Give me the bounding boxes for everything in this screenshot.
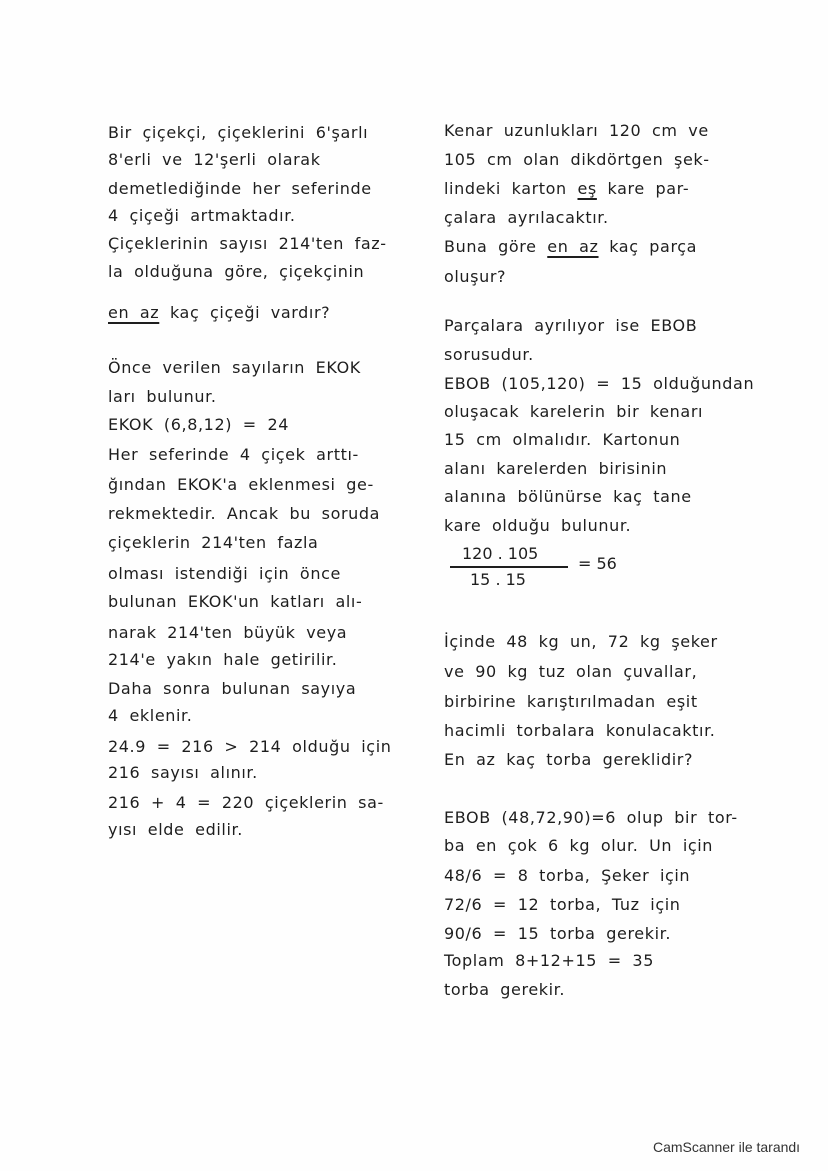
right-column-line [444,267,506,287]
text-segment: birbirine karıştırılmadan eşit [444,692,698,711]
right-column-line [444,951,654,971]
text-segment: ba en çok 6 kg olur. Un için [444,836,714,855]
right-column-line [444,662,697,682]
left-column-line [108,206,296,226]
left-column-line [108,358,361,378]
right-column-line [444,692,698,712]
left-column-line [108,564,341,584]
text-segment: kaç parça [598,237,698,256]
text-segment: ları bulunur. [108,387,217,406]
text-segment: EBOB (105,120) = 15 olduğundan [444,374,755,393]
left-column-line [108,303,330,323]
text-segment: yısı elde edilir. [108,820,243,839]
text-segment: 90/6 = 15 torba gerekir. [444,924,672,943]
text-segment: İçinde 48 kg un, 72 kg şeker [444,632,718,651]
right-column-line [444,487,692,507]
right-column-line [444,808,738,828]
text-segment: Her seferinde 4 çiçek arttı- [108,445,359,464]
fraction-bar [450,566,568,568]
left-column-line [108,415,289,435]
left-column-line [108,475,374,495]
left-column-line [108,592,362,612]
text-segment: demetlediğinde her seferinde [108,179,372,198]
text-segment: EBOB (48,72,90)=6 olup bir tor- [444,808,738,827]
right-column-line [444,150,710,170]
text-segment: ve 90 kg tuz olan çuvallar, [444,662,698,681]
text-segment: çiçeklerin 214'ten fazla [108,533,319,552]
right-column-line [444,402,703,422]
text-segment: Çiçeklerinin sayısı 214'ten faz- [108,234,387,253]
left-column-line [108,262,364,282]
underlined-text: eş [577,179,597,198]
text-segment: kare par- [596,179,690,198]
text-segment: 8'erli ve 12'şerli olarak [108,150,321,169]
text-segment: oluşur? [444,267,507,286]
text-segment: 4 çiçeği artmaktadır. [108,206,296,225]
left-column-line [108,504,380,524]
scanner-watermark: CamScanner ile tarandı [653,1139,801,1155]
fraction-result: = 56 [578,554,617,573]
text-segment: kaç çiçeği vardır? [159,303,331,322]
text-segment: 216 + 4 = 220 çiçeklerin sa- [108,793,384,812]
text-segment: torba gerekir. [444,980,566,999]
left-column-line [108,150,321,170]
right-column-line [444,237,697,257]
text-segment: 24.9 = 216 > 214 olduğu için [108,737,392,756]
left-column-line [108,234,387,254]
right-column-line [444,721,715,741]
right-column-line [444,345,534,365]
fraction-numerator: 120 . 105 [462,544,539,563]
right-column-line [444,208,609,228]
left-column-line [108,123,368,143]
text-segment: 72/6 = 12 torba, Tuz için [444,895,681,914]
right-column-line [444,516,631,536]
right-column-line [444,121,709,141]
text-segment: narak 214'ten büyük veya [108,623,348,642]
text-segment: ğından EKOK'a eklenmesi ge- [108,475,374,494]
text-segment: kare olduğu bulunur. [444,516,632,535]
right-column-line [444,924,671,944]
text-segment: bulunan EKOK'un katları alı- [108,592,363,611]
underlined-text: en az [108,303,160,322]
text-segment: Buna göre [444,237,548,256]
left-column-line [108,737,392,757]
text-segment: Kenar uzunlukları 120 cm ve [444,121,709,140]
left-column-line [108,445,359,465]
right-column-line [444,836,713,856]
left-column-line [108,679,356,699]
text-segment: 105 cm olan dikdörtgen şek- [444,150,710,169]
left-column-line [108,650,337,670]
right-column-line [444,374,754,394]
text-segment: 15 cm olmalıdır. Kartonun [444,430,681,449]
left-column-line [108,706,192,726]
text-segment: Parçalara ayrılıyor ise EBOB [444,316,698,335]
left-column-line [108,793,384,813]
right-column-line [444,179,689,199]
right-column-line [444,430,680,450]
fraction-denominator: 15 . 15 [470,570,526,589]
text-segment: En az kaç torba gereklidir? [444,750,694,769]
text-segment: sorusudur. [444,345,534,364]
left-column-line [108,179,372,199]
text-segment: 216 sayısı alınır. [108,763,258,782]
text-segment: Bir çiçekçi, çiçeklerini 6'şarlı [108,123,369,142]
text-segment: Önce verilen sayıların EKOK [108,358,361,377]
text-segment: hacimli torbalara konulacaktır. [444,721,716,740]
text-segment: 4 eklenir. [108,706,193,725]
right-column-line [444,895,681,915]
text-segment: alanına bölünürse kaç tane [444,487,692,506]
text-segment: oluşacak karelerin bir kenarı [444,402,704,421]
text-segment: olması istendiği için önce [108,564,341,583]
right-column-line [444,750,693,770]
right-column-line [444,459,667,479]
left-column-line [108,623,347,643]
text-segment: çalara ayrılacaktır. [444,208,609,227]
left-column-line [108,387,217,407]
left-column-line [108,533,318,553]
left-column-line [108,763,258,783]
text-segment: EKOK (6,8,12) = 24 [108,415,290,434]
text-segment: Toplam 8+12+15 = 35 [444,951,654,970]
right-column-line [444,866,690,886]
text-segment: rekmektedir. Ancak bu soruda [108,504,381,523]
text-segment: alanı karelerden birisinin [444,459,668,478]
text-segment: Daha sonra bulunan sayıya [108,679,357,698]
right-column-line [444,980,565,1000]
right-column-line [444,316,697,336]
underlined-text: en az [547,237,599,256]
left-column-line [108,820,243,840]
text-segment: la olduğuna göre, çiçekçinin [108,262,365,281]
right-column-line [444,632,718,652]
text-segment: 48/6 = 8 torba, Şeker için [444,866,691,885]
text-segment: lindeki karton [444,179,578,198]
text-segment: 214'e yakın hale getirilir. [108,650,338,669]
